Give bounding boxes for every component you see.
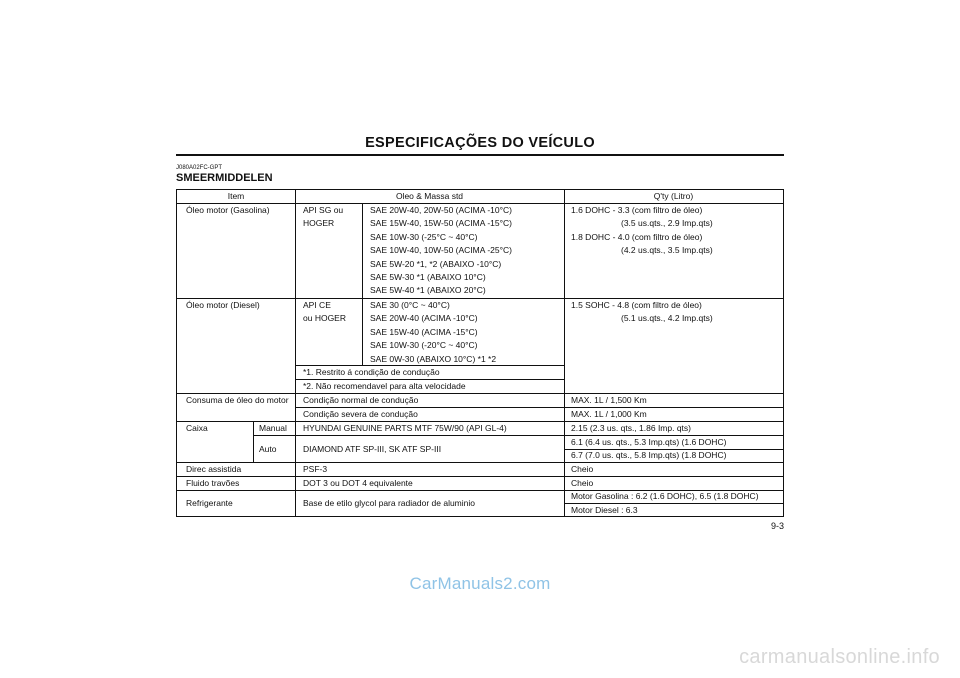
grade-diesel xyxy=(303,299,346,326)
gearbox-manual-label: Manual xyxy=(259,423,287,433)
viscosity-line: SAE 5W-30 *1 (ABAIXO 10°C) xyxy=(370,271,486,282)
qty-line: (4.2 us.qts., 3.5 Imp.qts) xyxy=(621,245,713,256)
gearbox-manual-oil: HYUNDAI GENUINE PARTS MTF 75W/90 (API GL-4) xyxy=(303,423,507,433)
gearbox-auto-oil: DIAMOND ATF SP-III, SK ATF SP-III xyxy=(303,444,442,454)
gearbox-auto-qty-2: 6.7 (7.0 us. qts., 5.8 Imp.qts) (1.8 DOHC) xyxy=(571,450,727,460)
header-qty: Q'ty (Litro) xyxy=(653,191,694,201)
divider-grade-viscosity xyxy=(362,203,363,365)
viscosity-line: SAE 10W-30 (-25°C ~ 40°C) xyxy=(370,231,478,242)
note-2: *2. Não recomendavel para alta velocidade xyxy=(303,381,466,391)
item-consumption: Consuma de óleo do motor xyxy=(186,395,289,405)
qty-gasoline xyxy=(571,204,713,258)
gearbox-manual-qty: 2.15 (2.3 us. qts., 1.86 Imp. qts) xyxy=(571,423,692,433)
title-rule xyxy=(176,154,784,156)
qty-diesel xyxy=(571,299,713,326)
grade-line: HOGER xyxy=(303,218,335,229)
viscosity-line: SAE 15W-40 (ACIMA -15°C) xyxy=(370,326,478,337)
viscosity-line: SAE 5W-20 *1, *2 (ABAIXO -10°C) xyxy=(370,258,502,269)
viscosity-line: SAE 20W-40 (ACIMA -10°C) xyxy=(370,313,478,324)
page-title: ESPECIFICAÇÕES DO VEÍCULO xyxy=(365,135,595,151)
header-item: Item xyxy=(227,191,245,201)
item-gearbox: Caixa xyxy=(186,423,208,433)
viscosity-line: SAE 5W-40 *1 (ABAIXO 20°C) xyxy=(370,285,486,296)
qty-line: 1.8 DOHC - 4.0 (com filtro de óleo) xyxy=(571,231,703,242)
grade-line: ou HOGER xyxy=(303,313,346,324)
qty-coolant-gasoline: Motor Gasolina : 6.2 (1.6 DOHC), 6.5 (1.8 DOHC) xyxy=(571,491,759,501)
qty-line: 1.5 SOHC - 4.8 (com filtro de óleo) xyxy=(571,300,702,310)
oil-brake: DOT 3 ou DOT 4 equivalente xyxy=(303,478,413,488)
qty-brake: Cheio xyxy=(571,478,594,488)
header-oil: Oleo & Massa std xyxy=(395,191,464,201)
oil-steering: PSF-3 xyxy=(303,464,328,474)
viscosity-line: SAE 10W-30 (-20°C ~ 40°C) xyxy=(370,340,478,351)
watermark-carmanualsonline: carmanualsonline.info xyxy=(739,646,940,668)
oil-coolant: Base de etilo glycol para radiador de aluminio xyxy=(303,498,475,508)
rule-steering-brake xyxy=(177,476,783,477)
oil-consumption-severe: Condição severa de condução xyxy=(303,409,418,419)
item-brake: Fluido travões xyxy=(186,478,240,488)
item-coolant: Refrigerante xyxy=(186,498,233,508)
grade-gasoline xyxy=(303,204,343,231)
divider-item-oil xyxy=(295,190,296,516)
qty-line: (3.5 us.qts., 2.9 Imp.qts) xyxy=(621,218,713,229)
viscosity-line: SAE 30 (0°C ~ 40°C) xyxy=(370,300,450,310)
viscosity-line: SAE 0W-30 (ABAIXO 10°C) *1 *2 xyxy=(370,353,497,364)
qty-consumption-normal: MAX. 1L / 1,500 Km xyxy=(571,395,647,405)
grade-line: API SG ou xyxy=(303,205,344,215)
gearbox-auto-label: Auto xyxy=(259,444,277,454)
oil-consumption-normal: Condição normal de condução xyxy=(303,395,419,405)
divider-gearbox-type xyxy=(253,421,254,462)
viscosity-gasoline xyxy=(370,204,512,298)
item-engine-diesel: Óleo motor (Diesel) xyxy=(186,300,260,310)
qty-steering: Cheio xyxy=(571,464,594,474)
watermark-carmanuals: CarManuals2.com xyxy=(409,574,551,593)
viscosity-line: SAE 15W-40, 15W-50 (ACIMA -15°C) xyxy=(370,218,512,229)
viscosity-line: SAE 10W-40, 10W-50 (ACIMA -25°C) xyxy=(370,245,512,256)
note-1: *1. Restrito á condição de condução xyxy=(303,367,440,377)
section-code: J080A02FC-GPT xyxy=(176,165,223,171)
viscosity-diesel xyxy=(370,299,496,366)
qty-line: 1.6 DOHC - 3.3 (com filtro de óleo) xyxy=(571,205,703,215)
grade-line: API CE xyxy=(303,300,331,310)
viscosity-line: SAE 20W-40, 20W-50 (ACIMA -10°C) xyxy=(370,205,512,215)
lubricant-table xyxy=(176,189,784,517)
item-engine-gasoline: Óleo motor (Gasolina) xyxy=(186,205,270,215)
item-steering: Direc assistida xyxy=(186,464,242,474)
qty-coolant-diesel: Motor Diesel : 6.3 xyxy=(571,505,638,515)
qty-consumption-severe: MAX. 1L / 1,000 Km xyxy=(571,409,647,419)
section-title: SMEERMIDDELEN xyxy=(176,172,273,184)
page-number: 9-3 xyxy=(770,521,784,531)
qty-line: (5.1 us.qts., 4.2 Imp.qts) xyxy=(621,313,713,324)
divider-oil-qty xyxy=(564,190,565,516)
gearbox-auto-qty-1: 6.1 (6.4 us. qts., 5.3 Imp.qts) (1.6 DOHC) xyxy=(571,437,727,447)
